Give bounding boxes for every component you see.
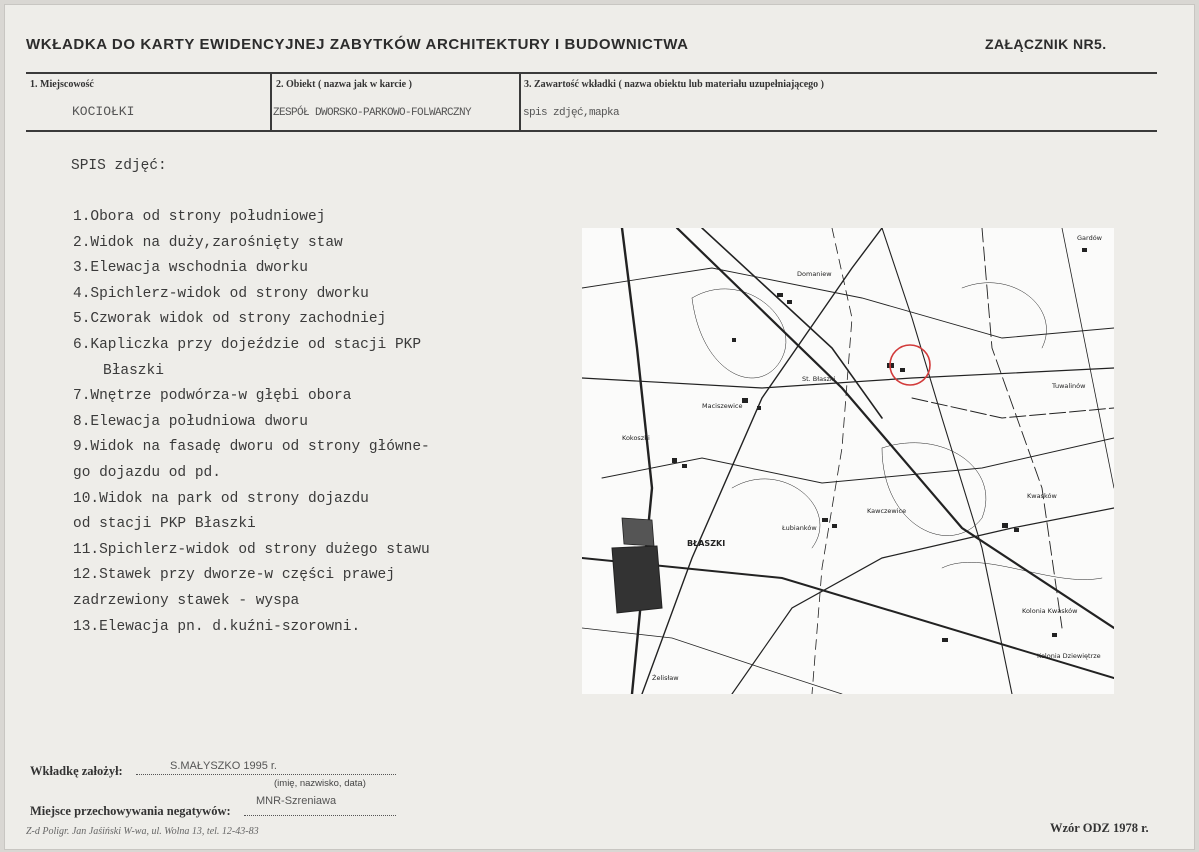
- table-top-rule: [26, 72, 1157, 74]
- map-drawing: [582, 228, 1114, 694]
- map-place-label: St. Błaszki: [802, 375, 836, 383]
- negatives-label: Miejsce przechowywania negatywów:: [30, 804, 231, 818]
- contents-label: 3. Zawartość wkładki ( nazwa obiektu lub materiału uzupełniającego ): [524, 79, 825, 90]
- location-map: [582, 228, 1114, 694]
- object-value: ZESPÓŁ DWORSKO-PARKOWO-FOLWARCZNY: [273, 107, 472, 119]
- photo-list-item: Błaszki: [103, 362, 164, 379]
- object-label: 2. Obiekt ( nazwa jak w karcie ): [276, 79, 412, 90]
- contents-value: spis zdjęć,mapka: [523, 107, 620, 119]
- photo-list-item: 4.Spichlerz-widok od strony dworku: [73, 285, 369, 302]
- map-place-label: Tuwalinów: [1052, 382, 1086, 390]
- form-id: Wzór ODZ 1978 r.: [1050, 821, 1149, 835]
- photo-list-title: SPIS zdjęć:: [71, 158, 167, 174]
- printer-imprint: Z-d Poligr. Jan Jaśiński W-wa, ul. Wolna 13, tel. 12-43-83: [26, 826, 259, 837]
- inserted-by-hint: (imię, nazwisko, data): [274, 778, 366, 789]
- inserted-by-label: Wkładkę założył:: [30, 764, 123, 778]
- photo-list-item: 11.Spichlerz-widok od strony dużego stawu: [73, 541, 430, 558]
- photo-list-item: 1.Obora od strony południowej: [73, 209, 326, 225]
- photo-list-item: 10.Widok na park od strony dojazdu: [73, 490, 369, 507]
- inserted-by-value: S.MAŁYSZKO 1995 r.: [170, 760, 277, 772]
- photo-list-item: 12.Stawek przy dworze-w części prawej: [73, 567, 395, 584]
- map-place-label: Żelisław: [652, 674, 679, 682]
- map-place-label: Łubianków: [782, 524, 817, 532]
- annex-label: ZAŁĄCZNIK NR: [985, 36, 1095, 52]
- photo-list-item: 5.Czworak widok od strony zachodniej: [73, 311, 387, 328]
- map-place-label: Kolonia Kwasków: [1022, 607, 1078, 615]
- photo-list-item: 13.Elewacja pn. d.kuźni-szorowni.: [73, 618, 361, 635]
- map-place-label: Maciszewice: [702, 402, 743, 410]
- inserted-by-dots: [136, 774, 396, 775]
- negatives-value: MNR-Szreniawa: [256, 795, 337, 807]
- photo-list-item: 3.Elewacja wschodnia dworku: [73, 260, 308, 277]
- annex-number: [985, 36, 1107, 52]
- photo-list-item: go dojazdu od pd.: [73, 464, 221, 481]
- estate-highlight-circle: [890, 345, 930, 385]
- map-place-label: Domaniew: [797, 270, 832, 278]
- negatives-dots: [244, 815, 396, 816]
- photo-list-item: 7.Wnętrze podwórza-w głębi obora: [73, 388, 352, 405]
- photo-list-item: 9.Widok na fasadę dworu od strony główne-: [73, 439, 430, 456]
- map-place-label: Gardów: [1077, 234, 1102, 242]
- photo-list-item: 6.Kapliczka przy dojeździe od stacji PKP: [73, 336, 422, 353]
- photo-list: [73, 205, 430, 640]
- document-title: WKŁADKA DO KARTY EWIDENCYJNEJ ZABYTKÓW ARCHITEKTURY I BUDOWNICTWA: [26, 36, 689, 53]
- map-place-label: Kawczewice: [867, 507, 907, 515]
- locality-label: 1. Miejscowość: [30, 79, 94, 90]
- table-divider-1: [270, 72, 272, 131]
- map-place-label: Kolonia Dziewiętrze: [1037, 652, 1101, 660]
- photo-list-item: od stacji PKP Błaszki: [73, 516, 256, 533]
- table-bottom-rule: [26, 130, 1157, 132]
- annex-value: 5.: [1094, 36, 1107, 52]
- map-place-label: Kwasków: [1027, 492, 1057, 500]
- map-place-label: BŁASZKI: [687, 539, 726, 548]
- table-divider-2: [519, 72, 521, 131]
- photo-list-item: zadrzewiony stawek - wyspa: [73, 592, 300, 609]
- photo-list-item: 8.Elewacja południowa dworu: [73, 413, 308, 430]
- photo-list-item: 2.Widok na duży,zarośnięty staw: [73, 234, 343, 251]
- map-place-label: Kokoszki: [622, 434, 650, 442]
- locality-value: KOCIOŁKI: [72, 104, 135, 119]
